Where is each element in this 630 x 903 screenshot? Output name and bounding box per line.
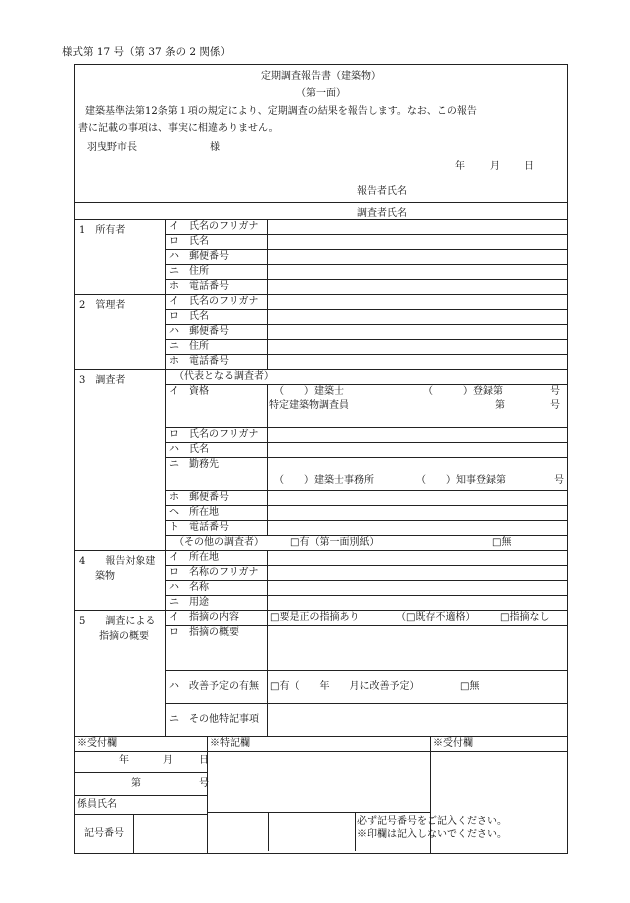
- investigator-label: 3 調査者: [79, 375, 126, 386]
- qualification-field[interactable]: [268, 385, 567, 427]
- improvement-plan-no-checkbox[interactable]: □無: [460, 681, 480, 692]
- building-inspector-qualification: 特定建築物調査員: [269, 400, 349, 411]
- investigator-postal-label: ホ 郵便番号: [166, 491, 268, 505]
- receipt-date-row[interactable]: [75, 752, 207, 773]
- owner-section: [75, 220, 567, 295]
- findings-content-label: イ 指摘の内容: [166, 611, 268, 625]
- findings-label-line-2: 指摘の概要: [99, 631, 149, 642]
- findings-summary-field[interactable]: [268, 626, 567, 670]
- receipt-column: [75, 737, 207, 853]
- receipt-heading: ※受付欄: [75, 737, 207, 752]
- governor-registration: （ ）知事登録第: [416, 475, 506, 486]
- manager-postal-label: ハ 郵便番号: [166, 325, 268, 339]
- workplace-label: ニ 勤務先: [166, 458, 268, 490]
- building-label-line-1: 4 報告対象建: [79, 556, 156, 567]
- owner-furigana-label: イ 氏名のフリガナ: [166, 220, 268, 234]
- building-furigana-label: ロ 名称のフリガナ: [166, 566, 268, 580]
- improvement-plan-field: [268, 671, 567, 703]
- investigator-furigana-label: ロ 氏名のフリガナ: [166, 428, 268, 442]
- note-asterisk-fields: ※印欄は記入しないでください。: [357, 829, 507, 840]
- building-label-line-2: 築物: [95, 571, 115, 582]
- building-label: [75, 551, 165, 610]
- owner-phone-label: ホ 電話番号: [166, 280, 268, 294]
- improvement-plan-yes-checkbox[interactable]: □有（ 年 月に改善予定）: [270, 681, 420, 692]
- manager-phone-label: ホ 電話番号: [166, 355, 268, 369]
- improvement-plan-label: ハ 改善予定の有無: [166, 671, 268, 703]
- architect-office: （ ）建築士事務所: [274, 475, 374, 486]
- statement-line-2: 書に記載の事項は、事実に相違ありません。: [78, 123, 279, 134]
- investigator-location-field[interactable]: [268, 506, 567, 520]
- receipt-box-2[interactable]: [431, 752, 567, 812]
- building-use-field[interactable]: [268, 596, 567, 610]
- manager-name-field[interactable]: [268, 310, 567, 324]
- manager-phone-field[interactable]: [268, 355, 567, 369]
- findings-label-line-1: 5 調査による: [79, 616, 156, 627]
- owner-label: 1 所有者: [79, 225, 126, 236]
- code-number-row: [75, 815, 207, 853]
- reporter-name-label: 報告者氏名: [357, 186, 407, 197]
- form-header: [75, 65, 567, 203]
- building-name-field[interactable]: [268, 581, 567, 595]
- manager-furigana-field[interactable]: [268, 295, 567, 309]
- report-form: [74, 64, 568, 854]
- investigator-name-row: [75, 203, 567, 220]
- receipt-heading-2: ※受付欄: [431, 737, 567, 752]
- owner-postal-field[interactable]: [268, 250, 567, 264]
- owner-address-label: ニ 住所: [166, 265, 268, 279]
- special-heading: ※特記欄: [208, 737, 430, 752]
- investigator-name-field[interactable]: [268, 443, 567, 457]
- governor-registration-suffix: 号: [554, 475, 564, 486]
- other-investigators-row: [166, 536, 567, 550]
- owner-name-label: ロ 氏名: [166, 235, 268, 249]
- manager-section: [75, 295, 567, 370]
- building-furigana-field[interactable]: [268, 566, 567, 580]
- architect-registration: （ ）登録第: [423, 386, 503, 397]
- investigator-phone-field[interactable]: [268, 521, 567, 535]
- special-notes-field[interactable]: [268, 704, 567, 736]
- form-title: 定期調査報告書（建築物）: [261, 71, 381, 82]
- staff-name-label: 係員氏名: [75, 796, 207, 815]
- manager-address-label: ニ 住所: [166, 340, 268, 354]
- manager-postal-field[interactable]: [268, 325, 567, 339]
- receipt-number-suffix: 号: [199, 778, 209, 789]
- statement-line-1: 建築基準法第12条第１項の規定により、定期調査の結果を報告します。なお、この報告: [85, 106, 477, 117]
- architect-qualification: （ ）建築士: [274, 386, 344, 397]
- findings-summary-label: ロ 指摘の概要: [166, 626, 268, 670]
- no-findings-checkbox[interactable]: □指摘なし: [500, 612, 550, 623]
- manager-address-field[interactable]: [268, 340, 567, 354]
- investigator-furigana-field[interactable]: [268, 428, 567, 442]
- addressee-suffix: 様: [210, 142, 220, 153]
- investigator-location-label: ヘ 所在地: [166, 506, 268, 520]
- other-investigators-yes-checkbox[interactable]: □有（第一面別紙）: [290, 537, 380, 548]
- date-month-label: 月: [490, 161, 500, 172]
- special-notes-label: ニ その他特記事項: [166, 704, 268, 736]
- inspector-number-prefix: 第: [495, 400, 505, 411]
- building-section: [75, 551, 567, 611]
- correction-required-checkbox[interactable]: □要是正の指摘あり: [270, 612, 360, 623]
- form-notes: [357, 815, 507, 841]
- owner-address-field[interactable]: [268, 265, 567, 279]
- code-number-label: 記号番号: [84, 828, 124, 839]
- architect-registration-suffix: 号: [550, 386, 560, 397]
- form-subtitle: （第一面）: [296, 88, 346, 99]
- existing-nonconforming-checkbox[interactable]: （□既存不適格）: [396, 612, 476, 623]
- building-use-label: ニ 用途: [166, 596, 268, 610]
- receipt-day-label: 日: [199, 755, 209, 766]
- other-investigators-label: （その他の調査者）: [174, 537, 264, 548]
- representative-investigator-heading: （代表となる調査者）: [166, 370, 567, 385]
- investigator-name-label: 調査者氏名: [357, 208, 407, 219]
- receipt-number-prefix: 第: [131, 778, 141, 789]
- receipt-month-label: 月: [163, 755, 173, 766]
- date-day-label: 日: [524, 161, 534, 172]
- investigator-name-label2: ハ 氏名: [166, 443, 268, 457]
- investigator-postal-field[interactable]: [268, 491, 567, 505]
- other-investigators-no-checkbox[interactable]: □無: [492, 537, 512, 548]
- owner-postal-label: ハ 郵便番号: [166, 250, 268, 264]
- code-number-box-2[interactable]: [208, 813, 268, 851]
- receipt-year-label: 年: [119, 755, 129, 766]
- addressee: 羽曳野市長: [87, 142, 137, 153]
- owner-furigana-field[interactable]: [268, 220, 567, 234]
- workplace-field[interactable]: [268, 458, 567, 490]
- findings-section: [75, 611, 567, 737]
- owner-phone-field[interactable]: [268, 280, 567, 294]
- special-notes-box[interactable]: [208, 752, 430, 813]
- owner-name-field[interactable]: [268, 235, 567, 249]
- date-year-label: 年: [455, 161, 465, 172]
- investigator-section: [75, 370, 567, 551]
- code-number-box-1[interactable]: [133, 815, 207, 853]
- inspector-number-suffix: 号: [550, 400, 560, 411]
- manager-furigana-label: イ 氏名のフリガナ: [166, 295, 268, 309]
- note-code-number: 必ず記号番号をご記入ください。: [357, 816, 507, 827]
- receipt-number-row[interactable]: [75, 773, 207, 796]
- manager-name-label: ロ 氏名: [166, 310, 268, 324]
- form-number-caption: 様式第 17 号（第 37 条の 2 関係）: [62, 46, 231, 58]
- findings-label: [75, 611, 165, 736]
- investigator-phone-label: ト 電話番号: [166, 521, 268, 535]
- findings-content-field: [268, 611, 567, 625]
- code-number-box-3[interactable]: [268, 813, 355, 851]
- qualification-label: イ 資格: [166, 385, 268, 427]
- manager-label: 2 管理者: [79, 300, 126, 311]
- building-location-field[interactable]: [268, 551, 567, 565]
- building-name-label: ハ 名称: [166, 581, 268, 595]
- building-location-label: イ 所在地: [166, 551, 268, 565]
